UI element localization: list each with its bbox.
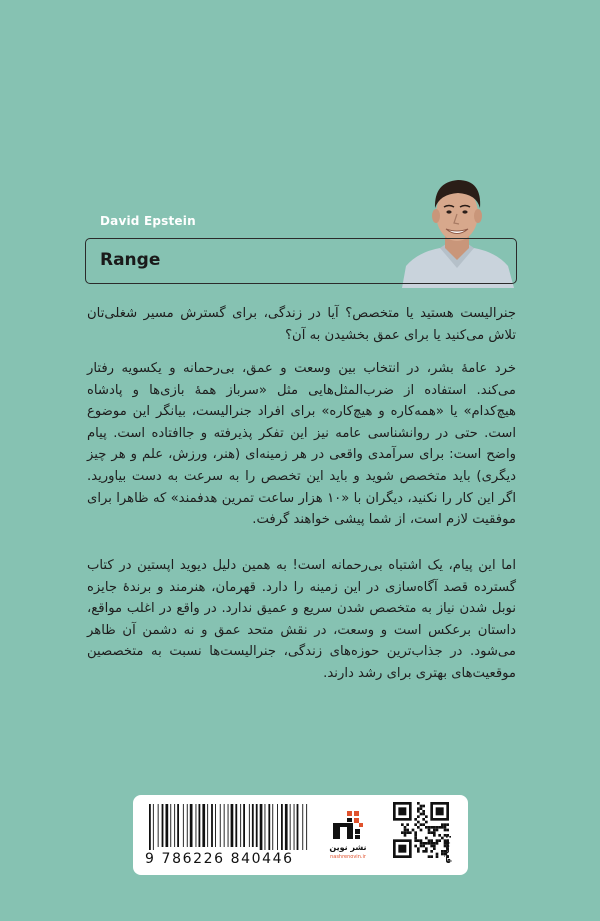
price-label: قیمت: (443, 835, 453, 864)
publisher-logo (331, 809, 365, 841)
book-title: Range (100, 250, 161, 270)
author-name: David Epstein (100, 214, 196, 228)
closing-paragraph: اما این پیام، یک اشتباه بی‌رحمانه است! به همین دلیل دیوید اپستین در کتاب گسترده قصد آگاه‌سازی در این زمینه را دارد. قهرمان، هنرمند و برندهٔ جایزه نوبل شدن نیاز به متخصص شدن سریع و عمیق ندارد. در واقع در اغلب مواقع، داستان برعکس است و وسعت، در نقش متحد عمق و نه دشمن آن ظاهر می‌شود. در جذاب‌ترین حوزه‌های زندگی، جنرالیست‌ها نسبت به متخصصین موقعیت‌های بهتری برای رشد دارند. (87, 558, 516, 681)
body-paragraph: خرد عامهٔ بشر، در انتخاب بین وسعت و عمق، بی‌رحمانه و یکسویه رفتار می‌کند. استفاده از ضرب‌المثل‌هایی مثل «سرباز همهٔ بازی‌ها و پادشاه هیچ‌کدام» یا «همه‌کاره و هیچ‌کاره» برای افراد جنرالیست، بیانگر این موضوع است. حتی در روانشناسی عامه نیز این تفکر پذیرفته و جاافتاده است. پیام واضح است: برای سرآمدی واقعی در هر زمینه‌ای (هنر، ورزش، علم و هر چیز دیگری) باید متخصص شوید و باید این تخصص را به سرعت به دست بیاورید. اگر این کار را نکنید، دیگران با «۱۰ هزار ساعت تمرین هدفمند» که ظاهرا برای موفقیت لازم است، از شما پیشی خواهند گرفت. (87, 361, 516, 528)
isbn-number: 9 786226 840446 (145, 851, 294, 867)
publisher-name: نشر نوین (329, 843, 367, 852)
intro-paragraph: جنرالیست هستید یا متخصص؟ آیا در زندگی، برای گسترش مسیر شغلی‌تان تلاش می‌کنید یا برای عمق بخشیدن به آن؟ (87, 306, 516, 343)
publisher-website: nashrenovin.ir (330, 854, 366, 860)
qr-code (393, 802, 449, 866)
isbn-barcode (147, 804, 312, 850)
barcode-panel (133, 795, 468, 875)
title-frame (85, 238, 517, 284)
